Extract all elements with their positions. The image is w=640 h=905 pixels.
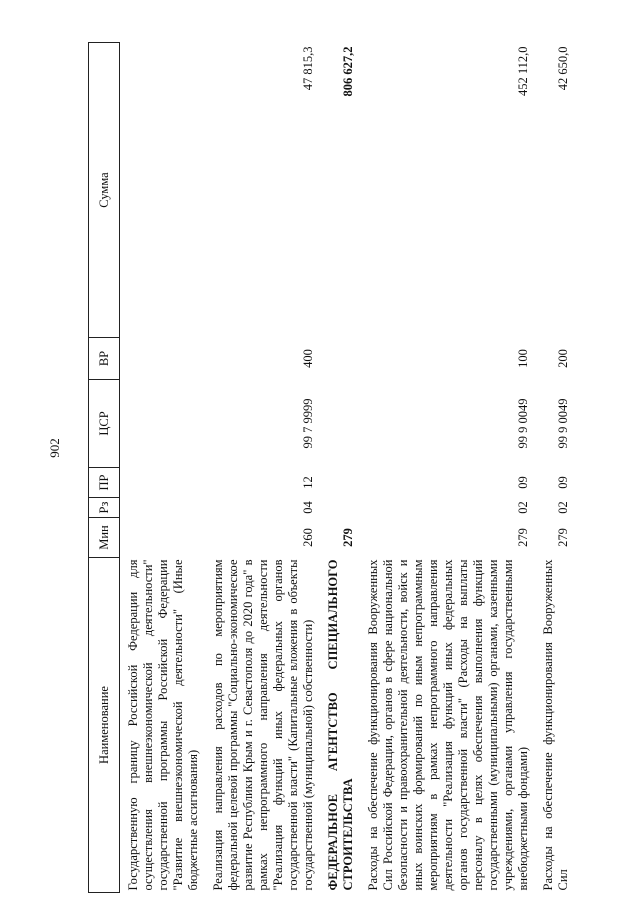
- table-row: [360, 43, 535, 893]
- row-sum: 806 627,2: [341, 46, 355, 97]
- row-pr: 09: [516, 476, 530, 489]
- row-pr: 09: [556, 476, 570, 489]
- row-vr: 400: [301, 349, 315, 368]
- row-csr: [320, 380, 360, 468]
- row-csr: 99 9 0049: [516, 398, 530, 449]
- row-csr: [120, 380, 206, 468]
- row-min: 279: [556, 528, 570, 547]
- row-min: 279: [516, 528, 530, 547]
- rotated-page: [88, 43, 603, 893]
- row-vr: [120, 338, 206, 380]
- row-name: Расходы на обеспечение функционирования Вооруженных Сил Российской Федерации, органов в сфере национальной безопасности и правоохранительной деятельности, войск и иных воинских формирований по иным непрограммным мероприятиям в рамках непрограммного направления деятельности "Реализация функций иных федеральных органов государственной власти" (Расходы на выплаты персоналу в целях обеспечения выполнения функций государственными (муниципальными) органами, казенными учреждениями, органами управления государственными внебюджетными фондами): [366, 559, 530, 891]
- row-sum: [120, 43, 206, 338]
- row-csr: 99 7 9999: [301, 398, 315, 449]
- row-name: Государственную границу Российской Федерации для осуществления внешнеэкономической деятельности" государственной программы Российской Федерации "Развитие внешнеэкономической деятельности" (Иные бюджетные ассигнования): [126, 559, 200, 891]
- page-number: 902: [47, 438, 62, 458]
- table-row: [320, 43, 360, 893]
- row-rz: 02: [516, 501, 530, 514]
- header-pr: ПР: [89, 468, 120, 498]
- row-rz: 02: [556, 501, 570, 514]
- row-name: Реализация направления расходов по мероприятиям федеральной целевой программы "Социально-экономическое развитие Республики Крым и г. Севастополя до 2020 года" в рамках непрограммного направления деятельности "Реализация функций иных федеральных органов государственной власти" (Капитальные вложения в объекты государственной (муниципальной) собственности): [211, 559, 315, 891]
- row-min: 279: [341, 528, 355, 547]
- row-min: [120, 518, 206, 558]
- row-rz: [120, 498, 206, 518]
- row-pr: [120, 468, 206, 498]
- header-csr: ЦСР: [89, 380, 120, 468]
- header-vr: ВР: [89, 338, 120, 380]
- row-pr: 12: [301, 476, 315, 489]
- table-header-row: [89, 43, 120, 893]
- row-min: 260: [301, 528, 315, 547]
- row-name: ФЕДЕРАЛЬНОЕ АГЕНТСТВО СПЕЦИАЛЬНОГО СТРОИТЕЛЬСТВА: [326, 559, 355, 891]
- row-sum: 47 815,3: [301, 46, 315, 91]
- table-row: [205, 43, 320, 893]
- header-sum: Сумма: [89, 43, 120, 338]
- table-row: [120, 43, 206, 893]
- row-name: Расходы на обеспечение функционирования Вооруженных Сил: [541, 559, 570, 891]
- row-sum: 452 112,0: [516, 46, 530, 97]
- header-min: Мин: [89, 518, 120, 558]
- row-csr: 99 9 0049: [556, 398, 570, 449]
- header-name: Наименование: [89, 558, 120, 893]
- row-pr: [320, 468, 360, 498]
- header-rz: Рз: [89, 498, 120, 518]
- table-row: [535, 43, 575, 893]
- row-rz: 04: [301, 501, 315, 514]
- row-vr: 100: [516, 349, 530, 368]
- row-vr: [320, 338, 360, 380]
- row-rz: [320, 498, 360, 518]
- row-vr: 200: [556, 349, 570, 368]
- budget-table: [88, 42, 575, 893]
- row-sum: 42 650,0: [556, 46, 570, 91]
